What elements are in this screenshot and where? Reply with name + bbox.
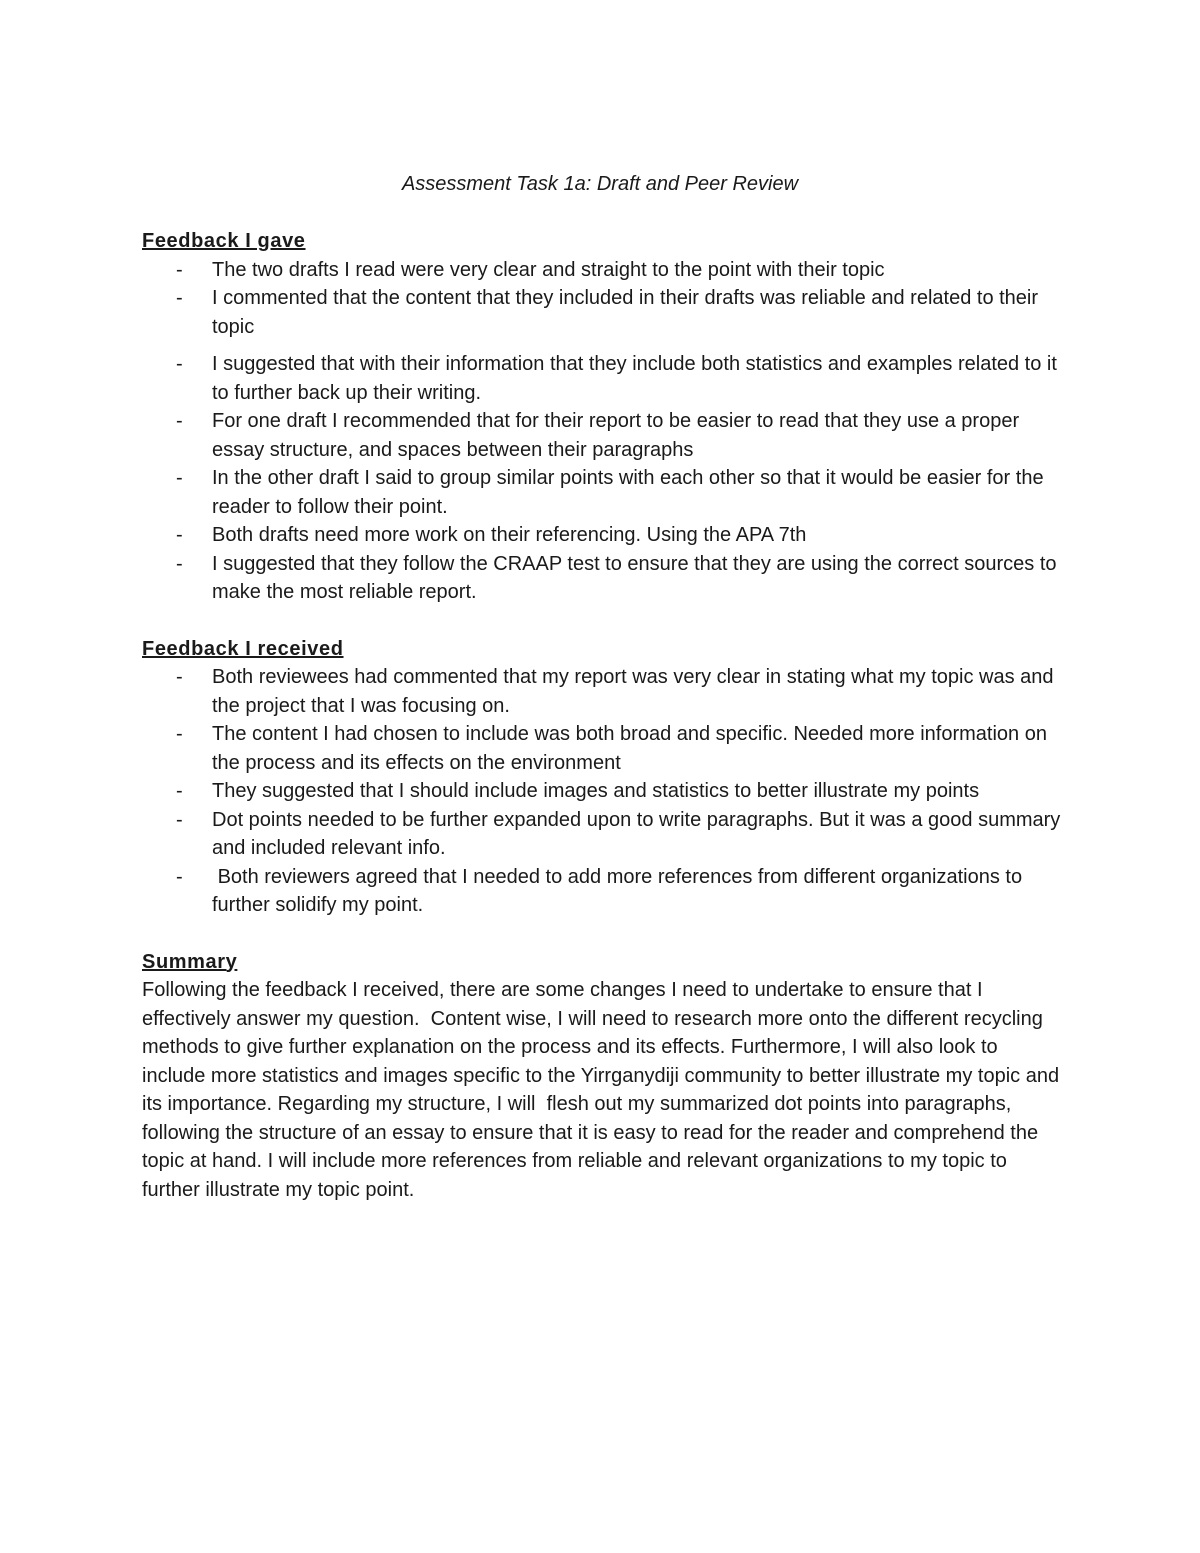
feedback-received-heading: Feedback I received [142, 637, 344, 660]
feedback-gave-heading: Feedback I gave [142, 230, 306, 252]
summary-paragraph: Following the feedback I received, there are some changes I need to undertake to ensure that I effectively answer my question. Content wise, I will need to research more onto the different recycling methods to give further explanation on the process and its effects. Furthermore, I will also look to include more statistics and images specific to the Yirrganydiji community to better illustrate my topic and its importance. Regarding my structure, I will flesh out my summarized dot points into paragraphs, following the structure of an essay to ensure that it is easy to read for the reader and comprehend the topic at hand. I will include more references from reliable and relevant organizations to my topic to further illustrate my topic point. [142, 979, 1065, 1201]
list-item [142, 550, 1062, 607]
list-item-text: For one draft I recommended that for their report to be easier to read that they use a proper essay structure, and spaces between their paragraphs [212, 410, 1020, 461]
list-item-text: Both drafts need more work on their referencing. Using the APA 7th [212, 524, 807, 546]
list-item [142, 350, 1062, 407]
list-item-text: I suggested that with their information that they include both statistics and examples related to it to further back up their writing. [212, 353, 1057, 404]
list-item-text: I commented that the content that they included in their drafts was reliable and related to their topic [212, 287, 1039, 338]
feedback-gave-list [142, 256, 1062, 607]
document-body [142, 227, 1065, 1204]
dash-bullet: - [176, 552, 183, 575]
document-title: Assessment Task 1a: Draft and Peer Review [401, 173, 799, 195]
list-item-text: In the other draft I said to group similar points with each other so that it would be easier for the reader to follow their point. [212, 467, 1044, 518]
list-item [142, 720, 1062, 777]
dash-bullet: - [176, 723, 183, 745]
dash-bullet: - [176, 467, 183, 489]
feedback-received-list [142, 663, 1062, 920]
section-spacer [142, 607, 1062, 635]
list-item [142, 521, 1062, 550]
list-item [142, 407, 1062, 464]
list-item [142, 284, 1062, 341]
list-item [142, 663, 1062, 720]
list-item [142, 777, 1062, 806]
dash-bullet: - [176, 808, 183, 831]
dash-bullet: - [176, 666, 183, 688]
summary-heading: Summary [142, 950, 238, 973]
dash-bullet: - [176, 287, 183, 309]
list-item-text: The content I had chosen to include was both broad and specific. Needed more information on the process and its effects on the environment [212, 723, 1047, 774]
dash-bullet: - [176, 780, 183, 802]
dash-bullet: - [176, 524, 183, 546]
list-item-text: I suggested that they follow the CRAAP test to ensure that they are using the correct sources to make the most reliable report. [212, 552, 1057, 603]
list-item [142, 464, 1062, 521]
list-item-text: Dot points needed to be further expanded upon to write paragraphs. But it was a good summary and included relevant info. [212, 808, 1061, 859]
section-spacer [142, 920, 1062, 948]
dash-bullet: - [176, 410, 183, 432]
list-item-text: The two drafts I read were very clear and straight to the point with their topic [212, 258, 885, 281]
list-item [142, 256, 1062, 285]
list-item-text: Both reviewees had commented that my report was very clear in stating what my topic was and the project that I was focusing on. [212, 666, 1054, 717]
dash-bullet: - [176, 865, 183, 888]
list-item [142, 806, 1062, 863]
list-item-text: They suggested that I should include images and statistics to better illustrate my points [212, 780, 980, 802]
dash-bullet: - [176, 353, 183, 375]
list-item [142, 863, 1062, 920]
list-item-text: Both reviewers agreed that I needed to add more references from different organizations to further solidify my point. [212, 865, 1028, 916]
dash-bullet: - [176, 258, 183, 281]
